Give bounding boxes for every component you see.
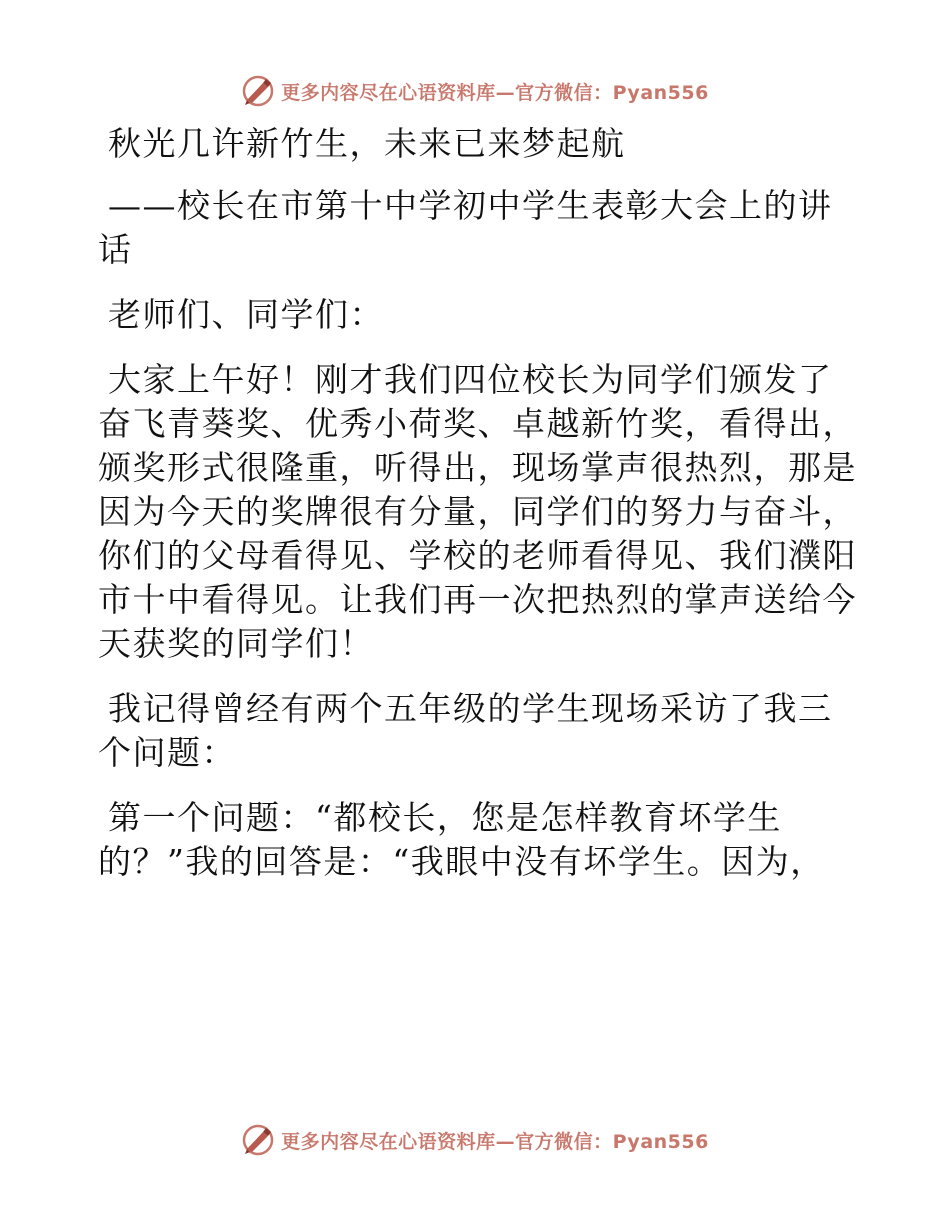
- pen-logo-icon: [241, 1123, 275, 1157]
- pen-logo-icon: [241, 74, 275, 108]
- paragraph-line: 的？”我的回答是：“我眼中没有坏学生。因为，: [98, 842, 825, 881]
- paragraph-line: 我记得曾经有两个五年级的学生现场采访了我三: [108, 689, 833, 728]
- document-body: [98, 122, 858, 884]
- footer-banner: [0, 1120, 950, 1160]
- paragraph-line: 你们的父母看得见、学校的老师看得见、我们濮阳: [98, 536, 857, 575]
- paragraph-line: 市十中看得见。让我们再一次把热烈的掌声送给今: [98, 580, 857, 619]
- paragraph-line: 因为今天的奖牌很有分量，同学们的努力与奋斗，: [98, 492, 857, 531]
- paragraph-line: 第一个问题：“都校长，您是怎样教育坏学生: [108, 798, 782, 837]
- paragraph-line: 颁奖形式很隆重，听得出，现场掌声很热烈，那是: [98, 448, 857, 487]
- banner-text: 更多内容尽在心语资料库—官方微信：Pyan556: [281, 81, 709, 104]
- paragraph-line: 大家上午好！刚才我们四位校长为同学们颁发了: [108, 360, 833, 399]
- banner-text: 更多内容尽在心语资料库—官方微信：Pyan556: [281, 1130, 709, 1153]
- greeting: 老师们、同学们：: [108, 295, 384, 334]
- subtitle-line: 话: [98, 230, 133, 269]
- paragraph-line: 个问题：: [98, 733, 236, 772]
- document-title: 秋光几许新竹生，未来已来梦起航: [108, 124, 626, 163]
- header-banner: [0, 71, 950, 111]
- subtitle-line: ——校长在市第十中学初中学生表彰大会上的讲: [108, 186, 833, 225]
- paragraph-line: 天获奖的同学们！: [98, 624, 374, 663]
- paragraph-line: 奋飞青葵奖、优秀小荷奖、卓越新竹奖，看得出，: [98, 404, 857, 443]
